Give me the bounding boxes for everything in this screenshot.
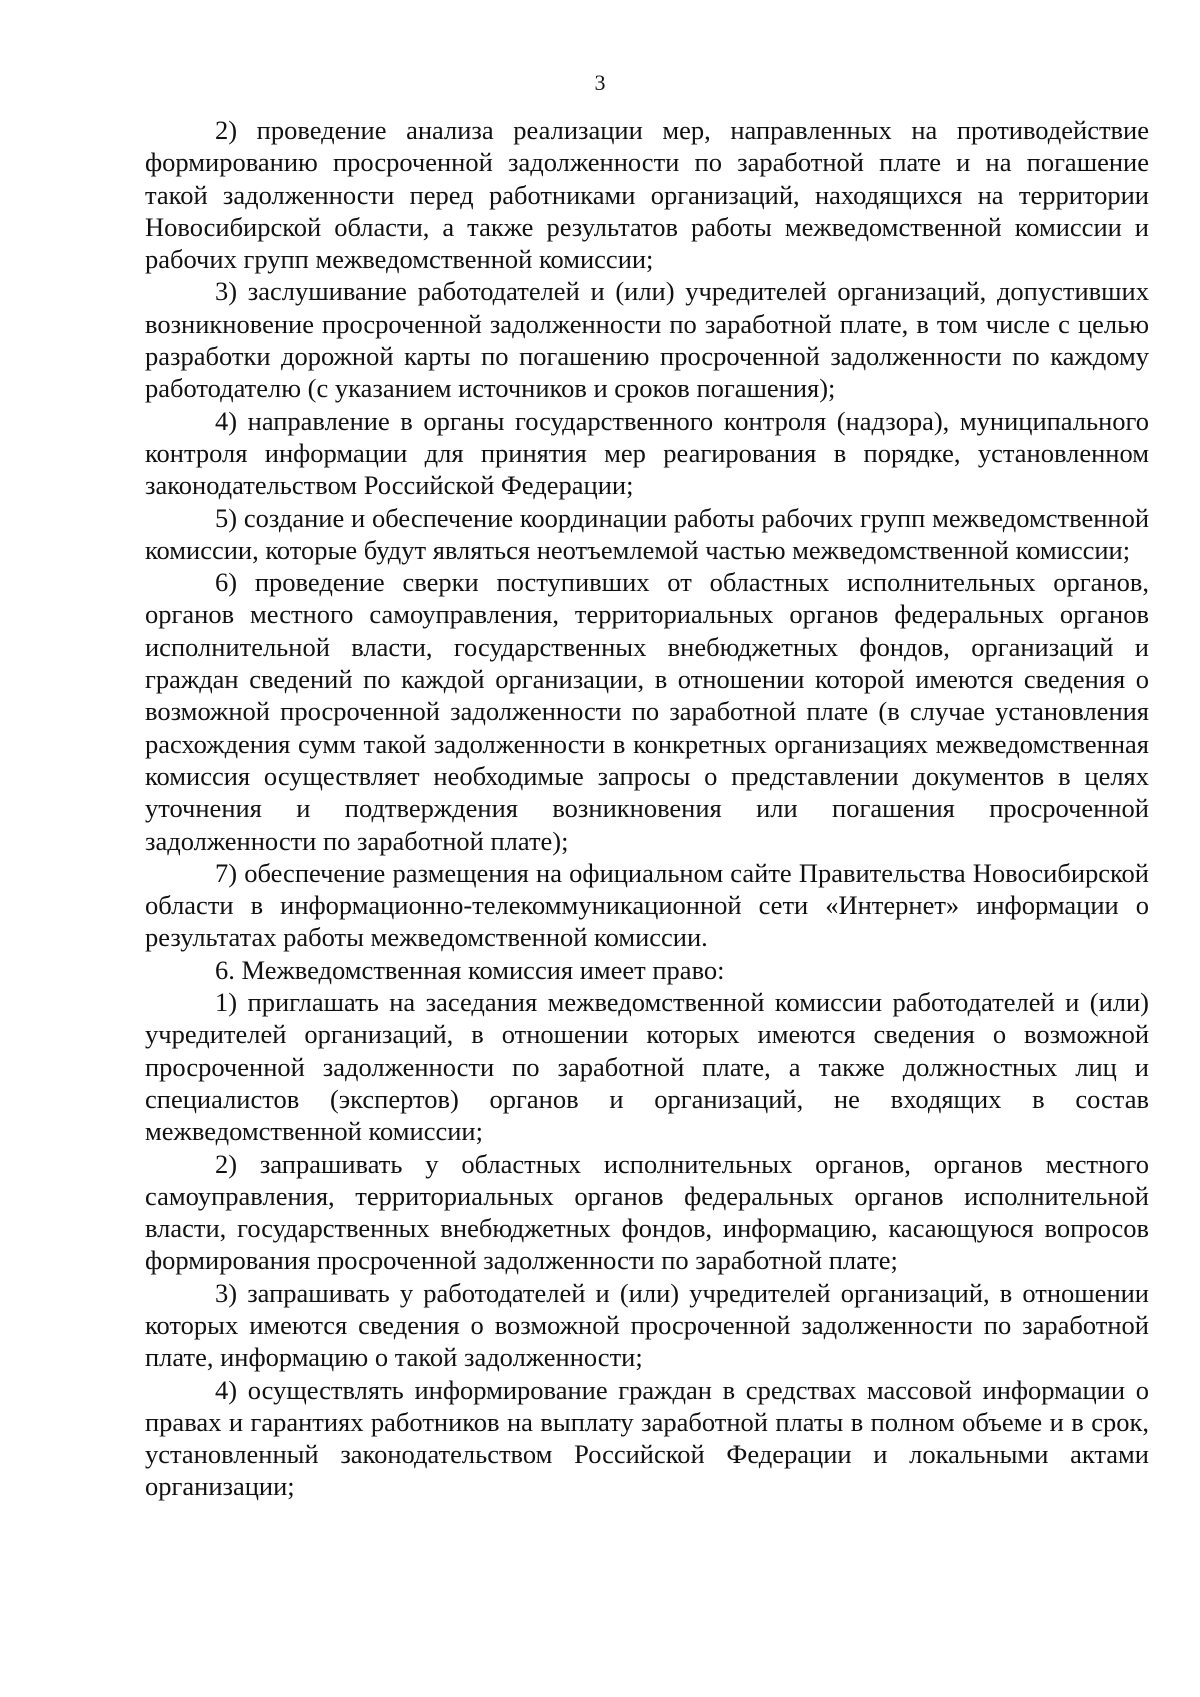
- paragraph-item-5-7: 7) обеспечение размещения на официальном сайте Правительства Новосибирской области в информационно-телекоммуникационной сети «Интернет» информации о результатах работы межведомственной комиссии.: [145, 857, 1149, 953]
- paragraph-item-6-2: 2) запрашивать у областных исполнительных органов, органов местного самоуправления, территориальных органов федеральных органов исполнительной власти, государственных внебюджетных фондов, информацию, касающуюся вопросов формирования просроченной задолженности по заработной плате;: [145, 1148, 1149, 1276]
- paragraph-item-5-3: 3) заслушивание работодателей и (или) учредителей организаций, допустивших возникновение просроченной задолженности по заработной плате, в том числе с целью разработки дорожной карты по погашению просроченной задолженности по каждому работодателю (с указанием источников и сроков погашения);: [145, 276, 1149, 404]
- section-6-heading: 6. Межведомственная комиссия имеет право:: [215, 954, 725, 985]
- page-number: 3: [594, 70, 606, 95]
- paragraph-item-6-3: 3) запрашивать у работодателей и (или) учредителей организаций, в отношении которых имеются сведения о возможной просроченной задолженности по заработной плате, информацию о такой задолженности;: [145, 1277, 1149, 1373]
- paragraph-item-5-6: 6) проведение сверки поступивших от областных исполнительных органов, органов местного самоуправления, территориальных органов федеральных органов исполнительной власти, государственных внебюджетных фондов, организаций и граждан сведений по каждой организации, в отношении которой имеются сведения о возможной просроченной задолженности по заработной плате (в случае установления расхождения сумм такой задолженности в конкретных организациях межведомственная комиссия осуществляет необходимые запросы о представлении документов в целях уточнения и подтверждения возникновения или погашения просроченной задолженности по заработной плате);: [145, 567, 1149, 856]
- paragraph-item-6-4: 4) осуществлять информирование граждан в средствах массовой информации о правах и гарантиях работников на выплату заработной платы в полном объеме и в срок, установленный законодательством Российской Федерации и локальными актами организации;: [145, 1374, 1149, 1502]
- paragraph-item-5-5: 5) создание и обеспечение координации работы рабочих групп межведомственной комиссии, которые будут являться неотъемлемой частью межведомственной комиссии;: [145, 502, 1149, 565]
- document-body: [145, 114, 1149, 1503]
- paragraph-item-6-1: 1) приглашать на заседания межведомственной комиссии работодателей и (или) учредителей организаций, в отношении которых имеются сведения о возможной просроченной задолженности по заработной плате, а также должностных лиц и специалистов (экспертов) органов и организаций, не входящих в состав межведомственной комиссии;: [145, 987, 1149, 1147]
- paragraph-item-5-2: 2) проведение анализа реализации мер, направленных на противодействие формированию просроченной задолженности по заработной плате и на погашение такой задолженности перед работниками организаций, находящихся на территории Новосибирской области, а также результатов работы межведомственной комиссии и рабочих групп межведомственной комиссии;: [145, 115, 1149, 275]
- paragraph-item-5-4: 4) направление в органы государственного контроля (надзора), муниципального контроля информации для принятия мер реагирования в порядке, установленном законодательством Российской Федерации;: [145, 405, 1149, 501]
